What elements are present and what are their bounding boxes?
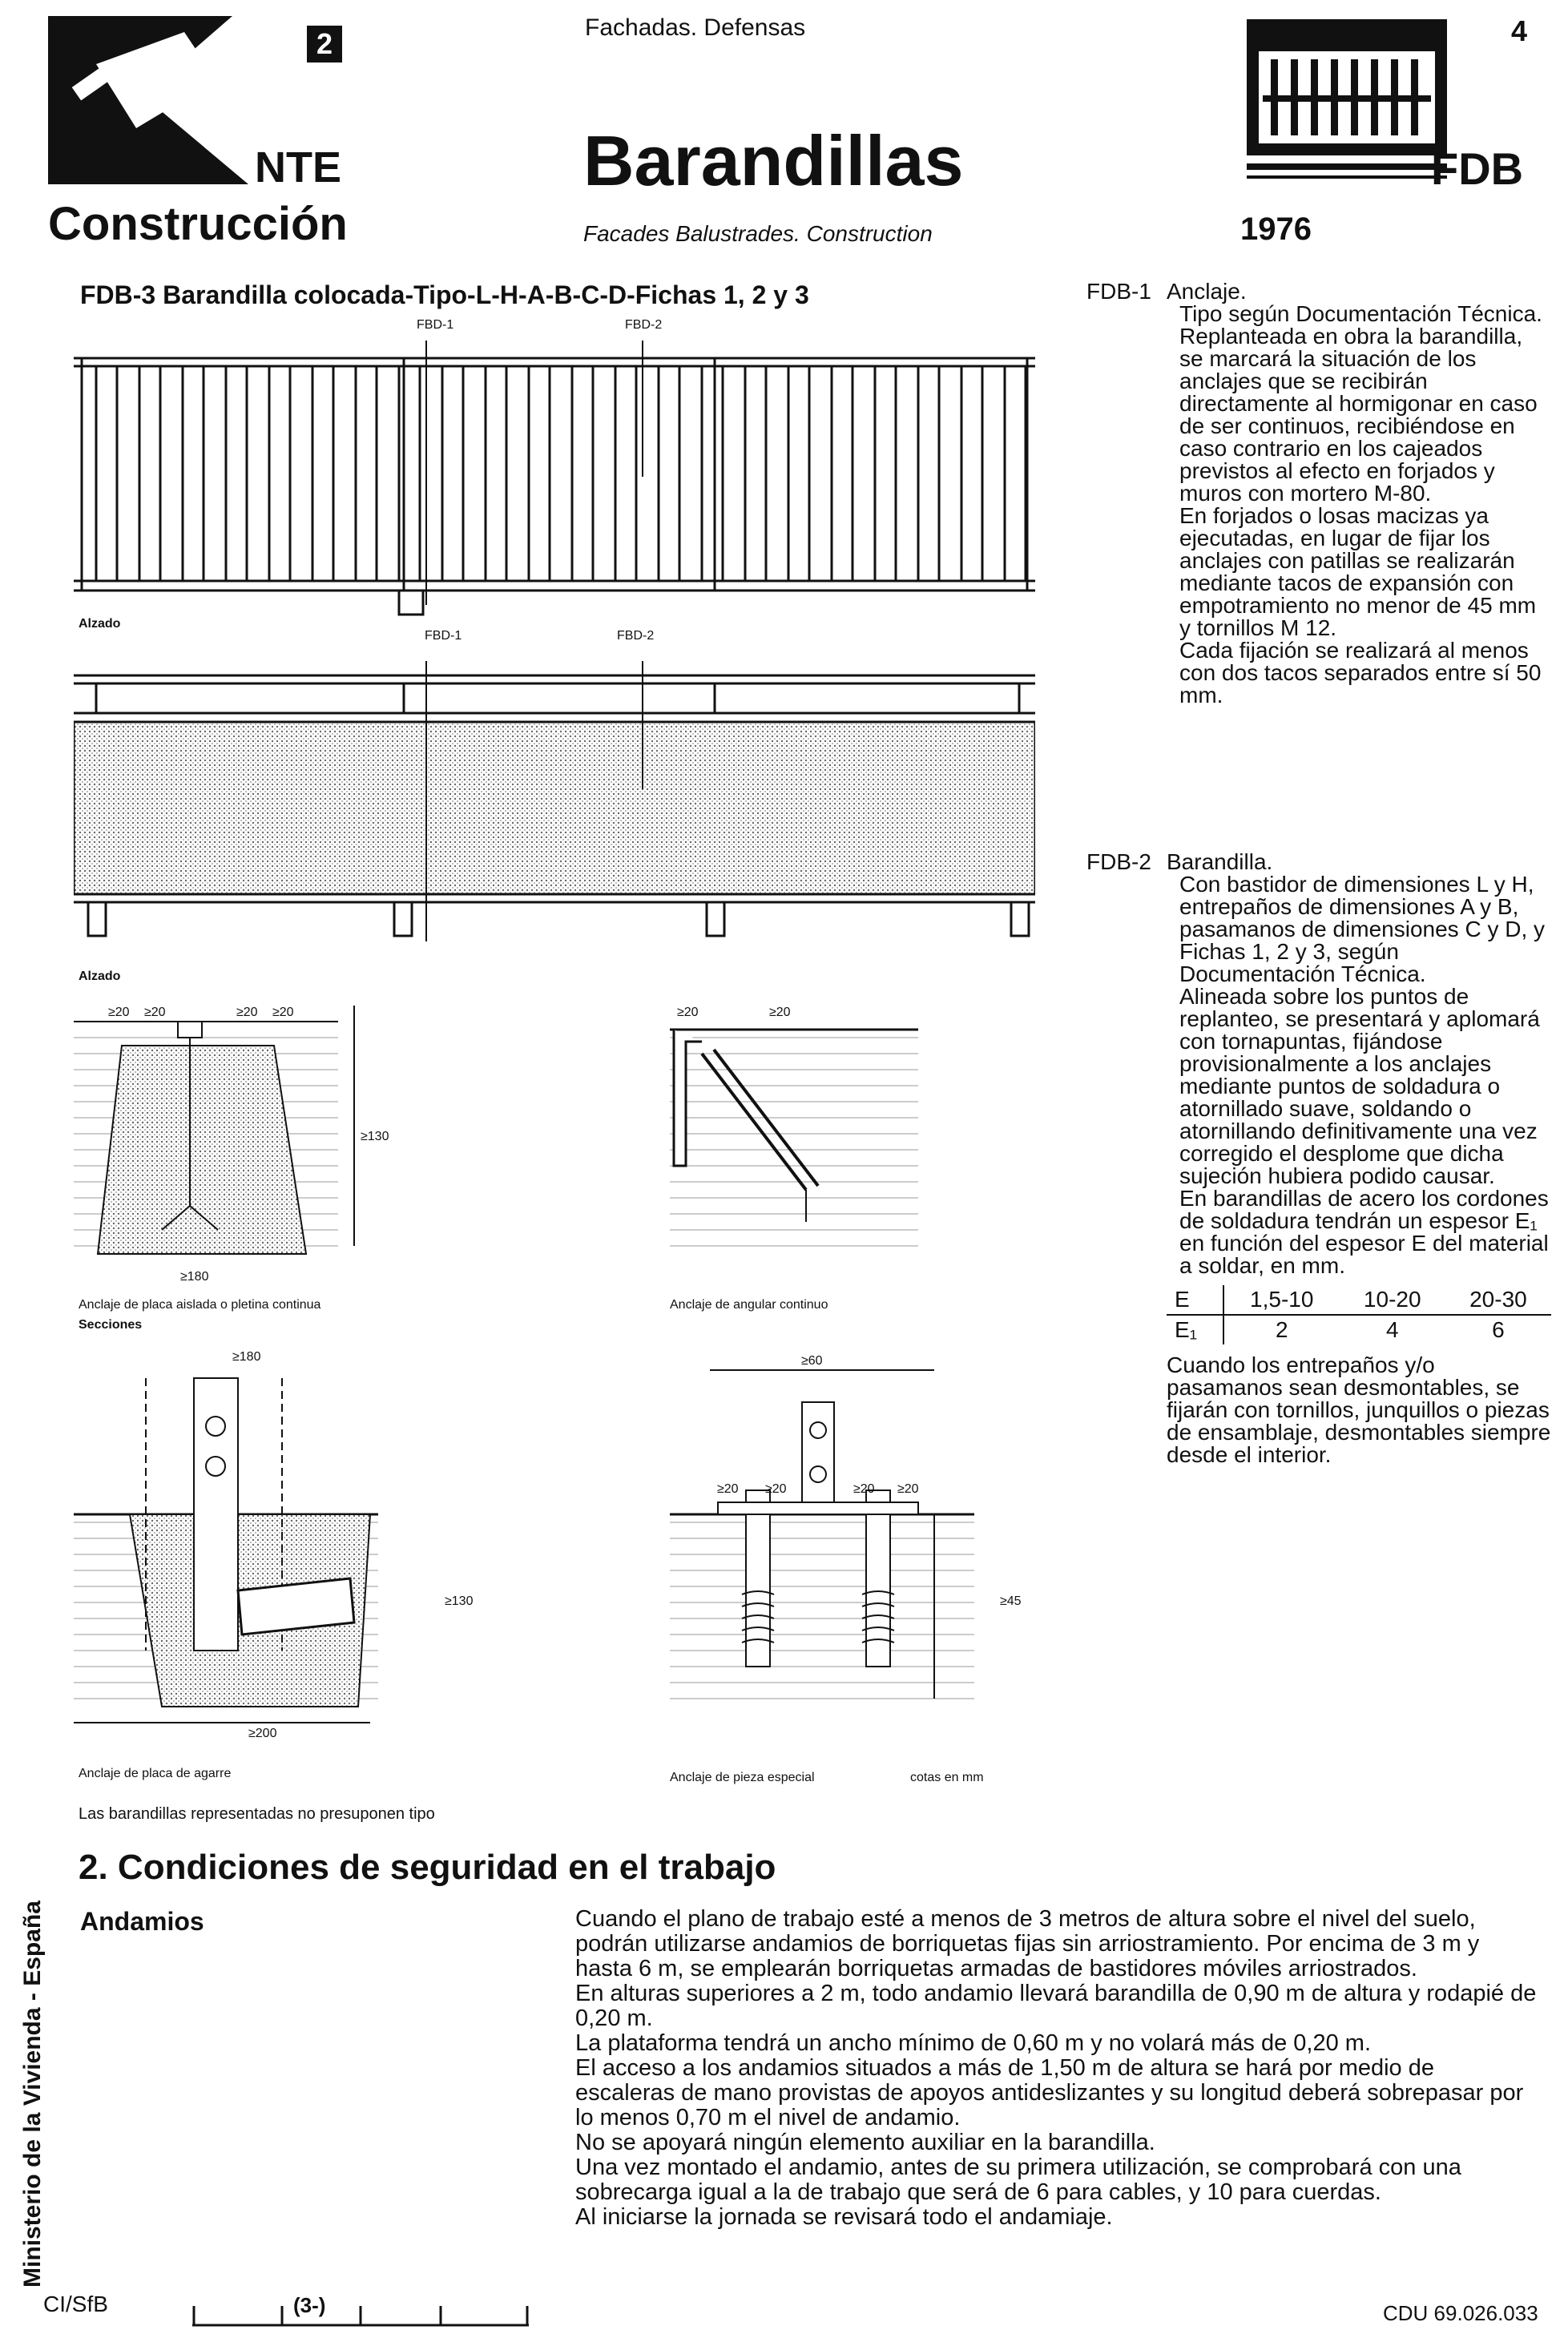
- ministry-text: Ministerio de la Vivienda - España: [19, 1901, 46, 2288]
- spec-paragraph: En barandillas de acero los cordones de soldadura tendrán un espesor E₁ en función del espesor E del material a soldar, en mm.: [1179, 1186, 1549, 1278]
- spec-code: FDB-2: [1086, 849, 1151, 874]
- cisfb-code: (3-): [290, 2293, 329, 2318]
- subject: Fachadas. Defensas: [585, 14, 806, 41]
- d4-caption: Anclaje de pieza especial: [670, 1771, 815, 1784]
- safety-paragraph: El acceso a los andamios situados a más de 1,50 m de altura se hará por medio de escaleras de mano provistas de apoyos antideslizantes y su longitud deberá sobrepasar por lo menos 0,70 m el nivel de andamio.: [575, 2055, 1524, 2130]
- figure-title: FDB-3 Barandilla colocada-Tipo-L-H-A-B-C-D-Fichas 1, 2 y 3: [80, 280, 809, 309]
- page-number: 4: [1511, 14, 1528, 47]
- d4-dim-4: ≥20: [853, 1482, 875, 1496]
- year: 1976: [1240, 212, 1312, 247]
- detail-angular-continuo: [670, 1006, 926, 1278]
- spec-paragraph: Cuando los entrepaños y/o pasamanos sean desmontables, se fijarán con tornillos, junquillos o piezas de ensamblaje, desmontables siempre desde el interior.: [1167, 1352, 1551, 1467]
- safety-heading: 2. Condiciones de seguridad en el trabajo: [79, 1848, 776, 1887]
- elev1-callout-2: FBD-2: [625, 318, 663, 332]
- d3-caption: Anclaje de placa de agarre: [79, 1767, 232, 1780]
- table-cell: 10-20: [1340, 1285, 1445, 1315]
- spec-paragraph: Anclaje.: [1167, 279, 1247, 304]
- safety-subheading: Andamios: [80, 1907, 204, 1936]
- detail-pieza-especial: [670, 1354, 1006, 1755]
- d3-dim-3: ≥200: [248, 1727, 277, 1740]
- spec-paragraph: Tipo según Documentación Técnica.: [1179, 301, 1542, 326]
- detail-placa-agarre: [74, 1346, 394, 1755]
- elevation-2: [74, 653, 1035, 957]
- brand-nte: NTE: [255, 143, 341, 191]
- spec-paragraph: Replanteada en obra la barandilla, se marcará la situación de los anclajes que se recibirán directamente al hormigonar en caso de ser continuos, recibiéndose en caso contrario en los cajeados previstos al efecto en forjados y muros con mortero M-80.: [1179, 324, 1538, 506]
- nte-logo: [48, 16, 248, 184]
- d1-dim-5: ≥130: [361, 1130, 389, 1143]
- safety-paragraph: En alturas superiores a 2 m, todo andamio llevará barandilla de 0,90 m de altura y rodapié de 0,20 m.: [575, 1981, 1537, 2031]
- d2-dim-2: ≥20: [769, 1006, 791, 1019]
- units-note: cotas en mm: [910, 1771, 984, 1784]
- table-row-e1-label: E₁: [1167, 1315, 1223, 1344]
- d4-dim-3: ≥20: [765, 1482, 787, 1496]
- section-number: 2: [307, 26, 342, 62]
- d4-dim-6: ≥45: [1000, 1594, 1022, 1608]
- elev2-callout-2: FBD-2: [617, 629, 655, 643]
- figure-footnote: Las barandillas representadas no presuponen tipo: [79, 1805, 435, 1823]
- d1-dim-6: ≥180: [180, 1270, 209, 1284]
- title-english: Facades Balustrades. Construction: [583, 221, 933, 246]
- d1-dim-1: ≥20: [108, 1006, 130, 1019]
- safety-text: [575, 1907, 1537, 2230]
- spec-paragraph: Cada fijación se realizará al menos con dos tacos separados entre sí 50 mm.: [1179, 638, 1542, 707]
- safety-paragraph: Cuando el plano de trabajo esté a menos de 3 metros de altura sobre el nivel del suelo, podrán utilizarse andamios de borriquetas fijas sin arriostramiento. Por encima de 3 m y hasta 6 m, se emplearán borriquetas armadas de bastidores móviles arriostrados.: [575, 1906, 1480, 1981]
- spec-code: FDB-1: [1086, 279, 1151, 304]
- cisfb-label: CI/SfB: [43, 2292, 108, 2316]
- d2-caption: Anclaje de angular continuo: [670, 1298, 828, 1312]
- ministry-label: [16, 1823, 48, 2288]
- spec-fdb-2: [1086, 851, 1551, 1700]
- elev1-callout-1: FBD-1: [417, 318, 454, 332]
- table-cell: 20-30: [1445, 1285, 1551, 1315]
- table-cell: 6: [1492, 1317, 1505, 1342]
- d3-dim-1: ≥180: [232, 1350, 261, 1364]
- cisfb-scale: [192, 2298, 537, 2330]
- elev2-caption: Alzado: [79, 969, 121, 983]
- spec-fdb-1: [1086, 280, 1551, 825]
- safety-paragraph: La plataforma tendrá un ancho mínimo de 0,60 m y no volará más de 0,20 m.: [575, 2030, 1371, 2056]
- weld-thickness-table: [1167, 1285, 1551, 1344]
- d2-dim-1: ≥20: [677, 1006, 699, 1019]
- d4-dim-5: ≥20: [897, 1482, 919, 1496]
- d4-dim-2: ≥20: [717, 1482, 739, 1496]
- fdb-logo: [1247, 19, 1447, 187]
- d1-dim-4: ≥20: [272, 1006, 294, 1019]
- detail-placa-aislada: [74, 1006, 378, 1302]
- table-row-e-label: E: [1167, 1285, 1223, 1315]
- d1-caption: Anclaje de placa aislada o pletina continua: [79, 1298, 321, 1312]
- d3-dim-2: ≥130: [445, 1594, 474, 1608]
- elev1-caption: Alzado: [79, 617, 121, 631]
- spec-paragraph: Con bastidor de dimensiones L y H, entrepaños de dimensiones A y B, pasamanos de dimensiones C y D, y Fichas 1, 2 y 3, según Documentación Técnica.: [1179, 872, 1545, 986]
- table-cell: 4: [1385, 1317, 1399, 1342]
- table-cell: 2: [1275, 1317, 1288, 1342]
- elev2-callout-1: FBD-1: [425, 629, 462, 643]
- safety-paragraph: No se apoyará ningún elemento auxiliar en la barandilla.: [575, 2130, 1155, 2155]
- sections-label: Secciones: [79, 1318, 143, 1332]
- elevation-1: [74, 316, 1035, 629]
- cdu-code: CDU 69.026.033: [1383, 2301, 1538, 2325]
- spec-paragraph: En forjados o losas macizas ya ejecutadas, en lugar de fijar los anclajes con patillas se realizarán mediante tacos de expansión con empotramiento no menor de 45 mm y tornillos M 12.: [1179, 503, 1537, 640]
- page-title: Barandillas: [583, 121, 964, 200]
- spec-paragraph: Barandilla.: [1167, 849, 1273, 874]
- d4-dim-1: ≥60: [801, 1354, 823, 1368]
- safety-paragraph: Una vez montado el andamio, antes de su primera utilización, se comprobará con una sobrecarga igual a la de trabajo que será de 6 para cables, y 10 para cuerdas.: [575, 2155, 1461, 2205]
- safety-paragraph: Al iniciarse la jornada se revisará todo el andamiaje.: [575, 2204, 1113, 2230]
- brand-construccion: Construcción: [48, 198, 348, 250]
- document-code: FDB: [1431, 143, 1524, 194]
- d1-dim-2: ≥20: [144, 1006, 166, 1019]
- d1-dim-3: ≥20: [236, 1006, 258, 1019]
- spec-paragraph: Alineada sobre los puntos de replanteo, se presentará y aplomará con tornapuntas, fijándose provisionalmente a los anclajes mediante puntos de soldadura o atornillado suave, soldando o atornillando definitivamente una vez corregido el desplome que dicha sujeción hubiera podido causar.: [1179, 984, 1540, 1188]
- table-cell: 1,5-10: [1223, 1285, 1340, 1315]
